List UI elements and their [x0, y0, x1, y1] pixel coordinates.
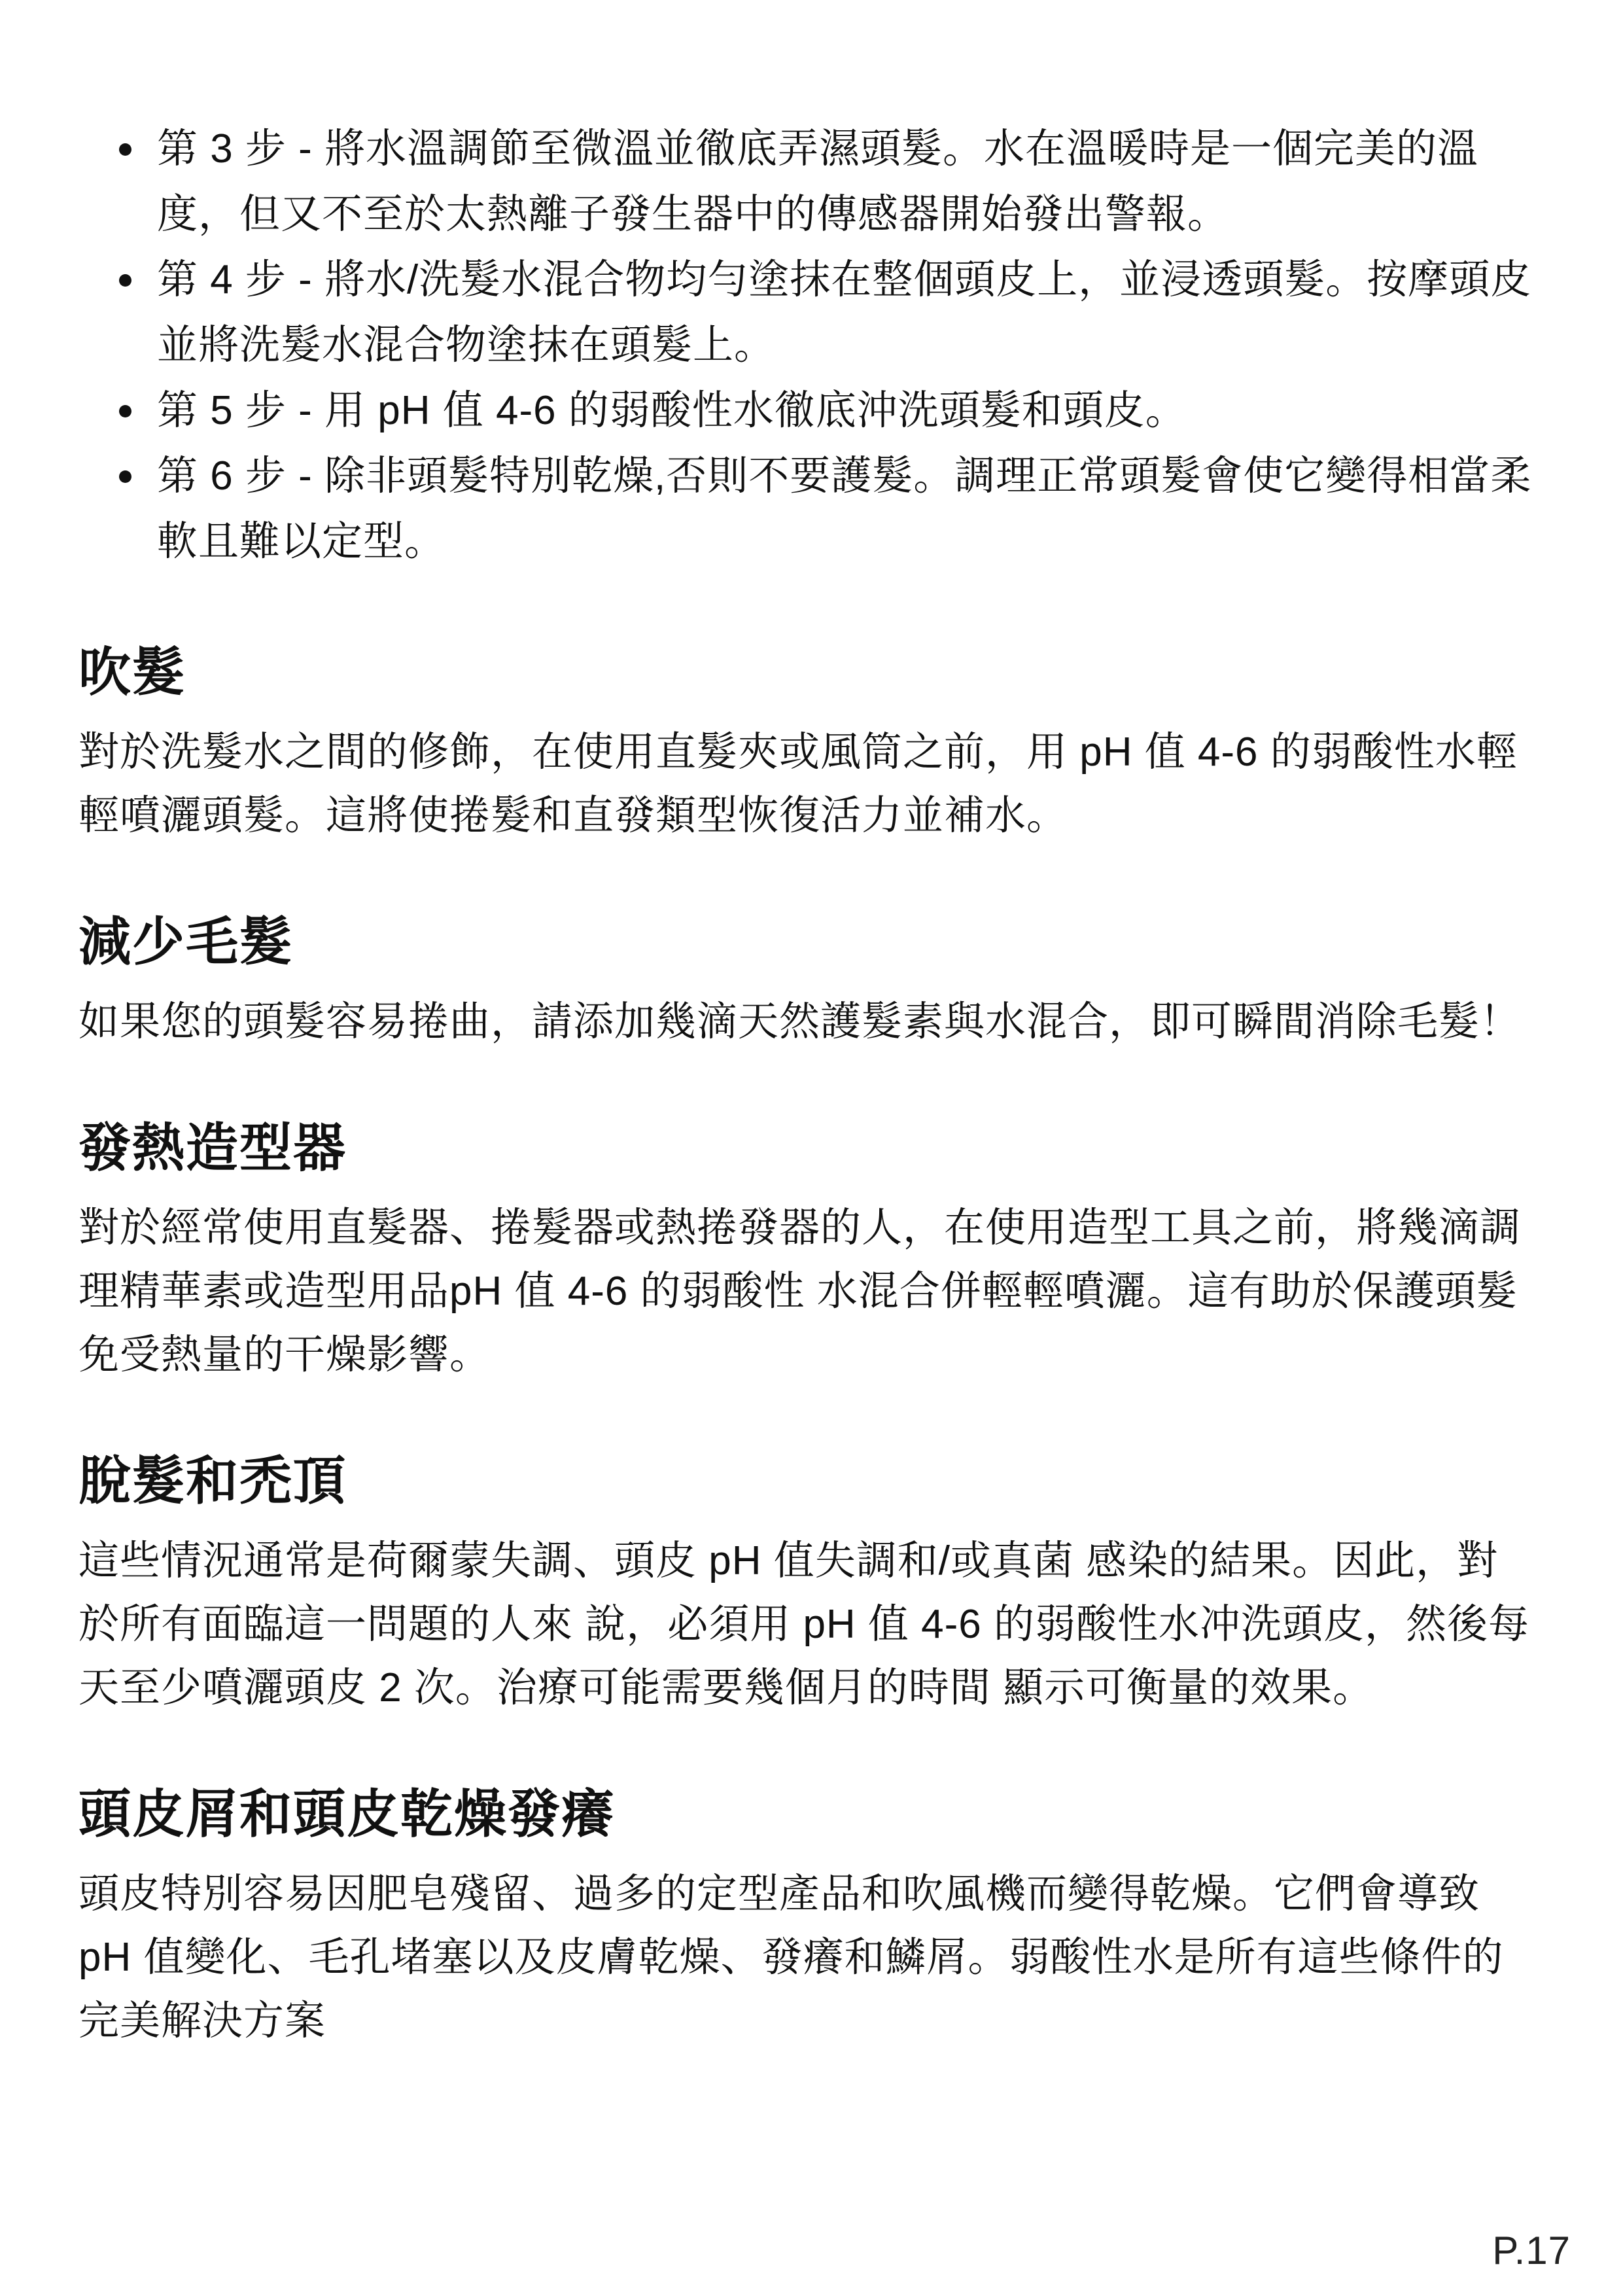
- section-dandruff: [79, 1778, 1534, 2053]
- page-number: P.17: [1492, 2229, 1571, 2272]
- section-body-blow-dry: 對於洗髮水之間的修飾，在使用直髮夾或風筒之前，用 pH 值 4-6 的弱酸性水輕輕噴灑頭髮。這將使捲髮和直發類型恢復活力並補水。: [79, 730, 1518, 838]
- section-blow-dry: [79, 637, 1534, 847]
- step-3-text: 第 3 步 - 將水溫調節至微溫並徹底弄濕頭髮。水在溫暖時是一個完美的溫度，但又不至於太熱離子發生器中的傳感器開始發出警報。: [157, 126, 1479, 237]
- page-content: [79, 116, 1534, 2053]
- section-body-heat-styling: 對於經常使用直髮器、捲髮器或熱捲發器的人，在使用造型工具之前，將幾滴調理精華素或造型用品pH 值 4-6 的弱酸性 水混合併輕輕噴灑。這有助於保護頭髮免受熱量的干燥影響。: [79, 1205, 1522, 1377]
- section-reduce-frizz: [79, 906, 1534, 1053]
- step-5-text: 第 5 步 - 用 pH 值 4-6 的弱酸性水徹底沖洗頭髮和頭皮。: [157, 388, 1187, 433]
- section-body-reduce-frizz: 如果您的頭髮容易捲曲，請添加幾滴天然護髮素與水混合，即可瞬間消除毛髮！: [79, 999, 1522, 1044]
- step-5-item: [79, 378, 1534, 444]
- section-heading-reduce-frizz: 減少毛髮: [79, 913, 293, 971]
- step-4-text: 第 4 步 - 將水/洗髮水混合物均勻塗抹在整個頭皮上，並浸透頭髮。按摩頭皮並將洗髮水混合物塗抹在頭髮上。: [157, 257, 1532, 368]
- section-heat-styling: [79, 1112, 1534, 1386]
- section-hair-loss: [79, 1445, 1534, 1720]
- step-3-item: [79, 116, 1534, 247]
- step-6-item: [79, 444, 1534, 574]
- bullet-icon: [119, 143, 131, 156]
- bullet-icon: [119, 470, 131, 483]
- step-6-text: 第 6 步 - 除非頭髮特別乾燥,否則不要護髮。調理正常頭髮會使它變得相當柔軟且難以定型。: [157, 453, 1532, 564]
- step-4-item: [79, 247, 1534, 378]
- section-body-hair-loss: 這些情況通常是荷爾蒙失調、頭皮 pH 值失調和/或真菌 感染的結果。因此，對於所有面臨這一問題的人來 說，必須用 pH 值 4-6 的弱酸性水冲洗頭皮，然後每天至少噴灑頭皮 2 次。治療可能需要幾個月的時間 顯示可衡量的效果。: [79, 1538, 1529, 1710]
- section-heading-blow-dry: 吹髮: [79, 643, 186, 701]
- section-heading-hair-loss: 脫髮和禿頂: [79, 1452, 347, 1510]
- bullet-icon: [119, 405, 131, 417]
- bullet-icon: [119, 274, 131, 287]
- steps-list: [79, 116, 1534, 574]
- section-heading-dandruff: 頭皮屑和頭皮乾燥發癢: [79, 1785, 615, 1843]
- section-body-dandruff: 頭皮特別容易因肥皂殘留、過多的定型產品和吹風機而變得乾燥。它們會導致 pH 值變化、毛孔堵塞以及皮膚乾燥、發癢和鱗屑。弱酸性水是所有這些條件的完美解決方案: [79, 1871, 1504, 2043]
- section-heading-heat-styling: 發熱造型器: [79, 1119, 347, 1177]
